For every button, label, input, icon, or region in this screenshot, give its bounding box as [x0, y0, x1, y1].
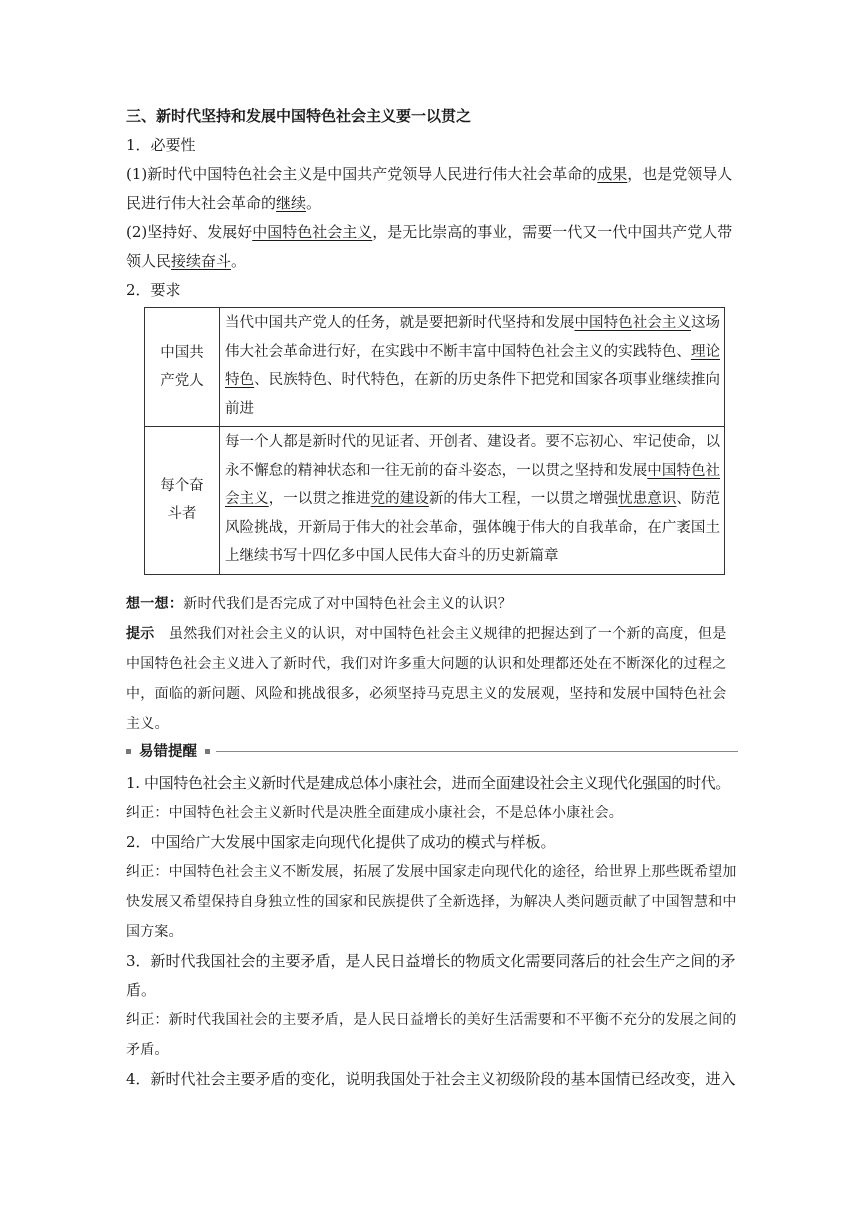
- text: 。: [231, 252, 247, 270]
- subject-label: 中国共产党人: [160, 345, 204, 389]
- think-label: 想一想：: [126, 595, 184, 612]
- mistake-claim: 4．新时代社会主要矛盾的变化，说明我国处于社会主义初级阶段的基本国情已经改变，进入: [126, 1069, 736, 1088]
- content-body: [126, 96, 738, 1094]
- underlined-answer: 成果: [597, 165, 628, 183]
- row-description: [220, 427, 725, 575]
- mistake-claim: 3．新时代我国社会的主要矛盾，是人民日益增长的物质文化需要同落后的社会生产之间的矛盾。: [126, 951, 736, 999]
- text: 、防范风险挑战，开新局于伟大的社会革命，强体魄于伟大的自我革命，在广袤国土上继续书写十四亿多中国人民伟大奋斗的历史新篇章: [225, 491, 721, 564]
- mistake-claim: 2．中国给广大发展中国家走向现代化提供了成功的模式与样板。: [126, 832, 556, 851]
- bullet-square-icon: [126, 749, 131, 754]
- bullet-square-icon: [205, 749, 210, 754]
- necessity-point-2: [126, 218, 738, 276]
- underlined-answer: 忧患意识: [618, 491, 677, 507]
- text: 新的伟大工程，一以贯之增强: [428, 491, 619, 507]
- row-subject: [145, 308, 220, 427]
- mistake-claim: 1. 中国特色社会主义新时代是建成总体小康社会，进而全面建设社会主义现代化强国的时代。: [126, 773, 731, 792]
- subject-label: 每个奋斗者: [160, 478, 204, 523]
- text: ，一以贯之推进: [268, 491, 371, 507]
- row-subject: [145, 427, 220, 575]
- underlined-answer: 中国特色社会主义: [252, 223, 373, 241]
- section-heading: 三、新时代坚持和发展中国特色社会主义要一以贯之: [126, 107, 472, 125]
- underlined-answer: 中国特色社会主义: [574, 315, 691, 331]
- mistakes-divider: [126, 741, 738, 763]
- underlined-answer: 理论特色: [225, 343, 720, 388]
- text: 当代中国共产党人的任务，就是要把新时代坚持和发展: [225, 315, 575, 331]
- text: ，也是党领导人民进行伟大社会革命的: [126, 165, 733, 212]
- underlined-answer: 继续: [276, 194, 307, 212]
- text: ，是无比崇高的事业，需要一代又一代中国共产党人带领人民: [126, 223, 733, 270]
- text: (1)新时代中国特色社会主义是中国共产党领导人民进行伟大社会革命的: [126, 165, 598, 183]
- mistake-correction: 纠正：新时代我国社会的主要矛盾，是人民日益增长的美好生活需要和不平衡不充分的发展之间的矛盾。: [126, 1011, 737, 1058]
- mistake-correction: 纠正：中国特色社会主义不断发展，拓展了发展中国家走向现代化的途径，给世界上那些既希望加快发展又希望保持自身独立性的国家和民族提供了全新选择，为解决人类问题贡献了中国智慧和中国方案。: [126, 863, 737, 940]
- requirements-heading: 2．要求: [126, 281, 181, 299]
- text: 这场伟大社会革命进行好，在实践中不断丰富中国特色社会主义的实践特色、: [225, 315, 720, 360]
- text: 每一个人都是新时代的见证者、开创者、建设者。要不忘初心、牢记使命，以永不懈怠的精神状态和一往无前的奋斗姿态，一以贯之坚持和发展: [225, 434, 720, 479]
- think-question: [126, 589, 738, 619]
- underlined-answer: 党的建设: [370, 491, 429, 507]
- table-row: [145, 308, 725, 427]
- answer-label: 提示: [126, 625, 155, 642]
- row-description: [220, 308, 725, 427]
- think-answer: [126, 619, 738, 739]
- answer-text: 虽然我们对社会主义的认识，对中国特色社会主义规律的把握达到了一个新的高度，但是中国特色社会主义进入了新时代，我们对许多重大问题的认识和处理都还处在不断深化的过程之中，面临的新问题、风险和挑战很多，必须坚持马克思主义的发展观，坚持和发展中国特色社会主义。: [126, 625, 727, 732]
- necessity-heading: 1．必要性: [126, 136, 196, 154]
- text: 、民族特色、时代特色，在新的历史条件下把党和国家各项事业继续推向前进: [225, 372, 721, 417]
- underlined-answer: 接续奋斗: [171, 252, 232, 270]
- underlined-answer: 中国特色社会主义: [225, 462, 721, 507]
- text: 。: [306, 194, 322, 212]
- divider-line: [216, 751, 738, 752]
- mistakes-title: 易错提醒: [139, 743, 197, 760]
- necessity-point-1: [126, 160, 738, 218]
- question-text: 新时代我们是否完成了对中国特色社会主义的认识？: [183, 595, 513, 612]
- table-row: [145, 427, 725, 575]
- text: (2)坚持好、发展好: [126, 223, 253, 241]
- mistake-correction: 纠正：中国特色社会主义新时代是决胜全面建成小康社会，不是总体小康社会。: [126, 804, 623, 821]
- requirements-table: [144, 307, 725, 575]
